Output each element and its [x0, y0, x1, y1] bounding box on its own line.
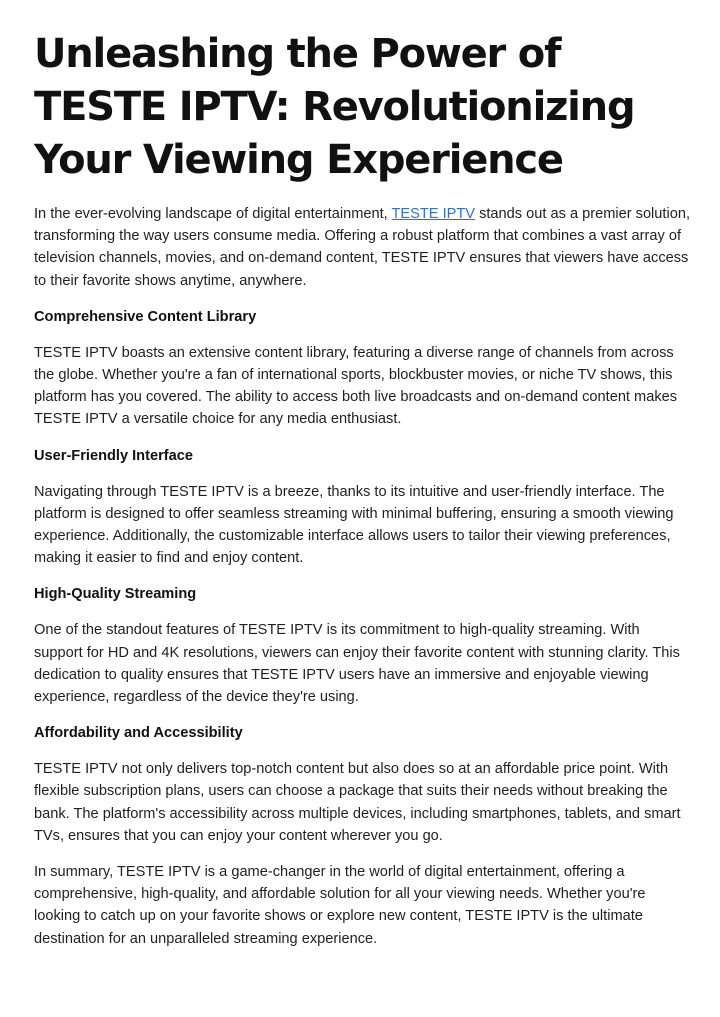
intro-paragraph — [34, 203, 690, 292]
intro-text-before-link: In the ever-evolving landscape of digital entertainment, — [34, 206, 392, 222]
section-heading-streaming-quality: High-Quality Streaming — [34, 586, 197, 603]
section-body-user-interface: Navigating through TESTE IPTV is a breeze, thanks to its intuitive and user-friendly interface. The platform is designed to offer seamless streaming with minimal buffering, ensuring a smooth viewing experience. Additionally, the customizable interface allows users to tailor their viewing preferences, making it easier to find and enjoy content. — [34, 483, 674, 567]
section-body-content-library: TESTE IPTV boasts an extensive content library, featuring a diverse range of channels from across the globe. Whether you're a fan of international sports, blockbuster movies, or niche TV shows, this platform has you covered. The ability to access both live broadcasts and on-demand content makes TESTE IPTV a versatile choice for any media enthusiast. — [34, 344, 678, 428]
section-body-streaming-quality: One of the standout features of TESTE IPTV is its commitment to high-quality streaming. With support for HD and 4K resolutions, viewers can enjoy their favorite content with stunning clarity. This dedication to quality ensures that TESTE IPTV users have an immersive and enjoyable viewing experience, regardless of the device they're using. — [34, 622, 680, 706]
teste-iptv-link[interactable]: TESTE IPTV — [391, 206, 476, 222]
section-heading-content-library: Comprehensive Content Library — [34, 308, 257, 325]
section-body-affordability: TESTE IPTV not only delivers top-notch content but also does so at an affordable price point. With flexible subscription plans, users can choose a package that suits their needs without breaking the bank. The platform's accessibility across multiple devices, including smartphones, tablets, and smart TVs, ensures that you can enjoy your content wherever you go. — [34, 761, 681, 844]
document-page — [34, 28, 690, 964]
section-heading-affordability: Affordability and Accessibility — [34, 725, 243, 742]
summary-paragraph: In summary, TESTE IPTV is a game-changer in the world of digital entertainment, offering a comprehensive, high-quality, and affordable solution for all your viewing needs. Whether you're looking to catch up on your favorite shows or explore new content, TESTE IPTV is the ultimate destination for an unparalleled streaming experience. — [34, 864, 646, 947]
page-title: Unleashing the Power of TESTE IPTV: Revolutionizing Your Viewing Experience — [34, 31, 635, 183]
intro-text-after-link: stands out as a premier solution, transforming the way users consume media. Offering a robust platform that combines a vast array of television channels, movies, and on-demand content, TESTE IPTV ensures that viewers have access to their favorite shows anytime, anywhere. — [34, 206, 690, 289]
section-heading-user-interface: User-Friendly Interface — [34, 447, 193, 464]
